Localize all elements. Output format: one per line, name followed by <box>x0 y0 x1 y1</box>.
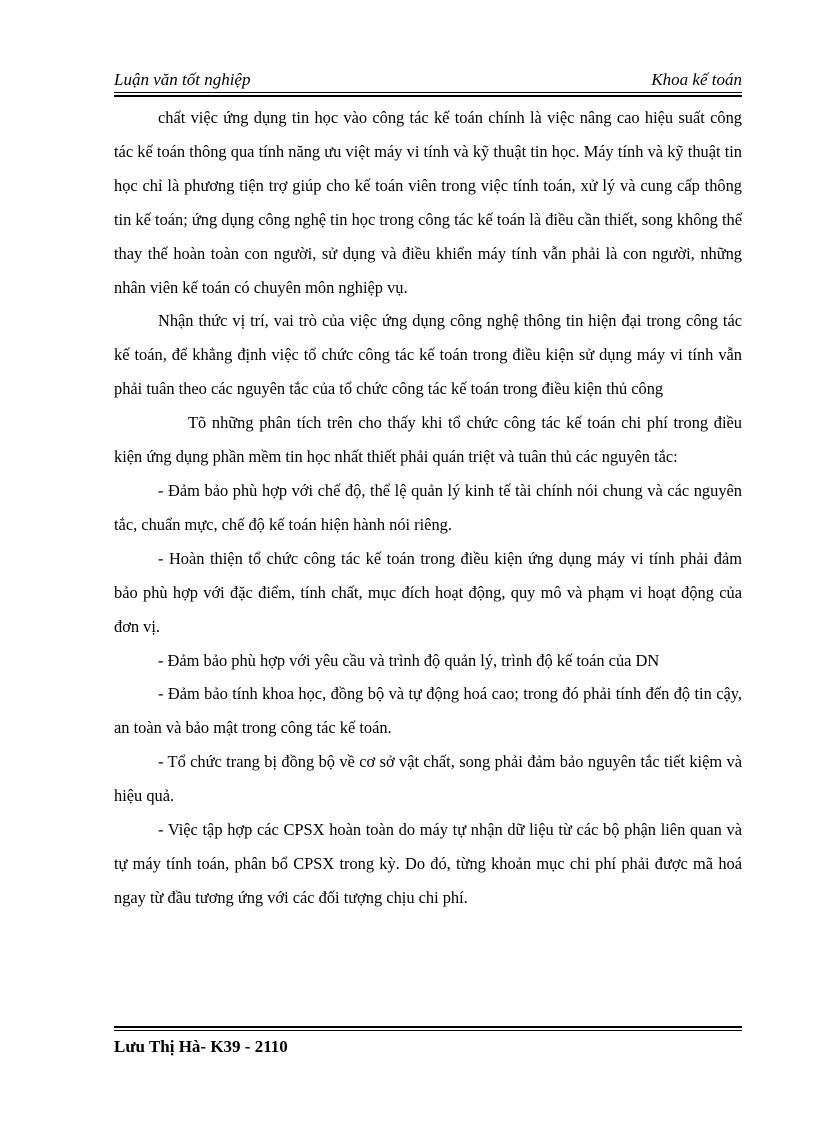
list-item-principle: - Đảm bảo phù hợp với chế độ, thể lệ quản lý kinh tế tài chính nói chung và các nguyên tắc, chuẩn mực, chế độ kế toán hiện hành nói riêng. <box>114 480 742 534</box>
footer-rule-thick <box>114 1026 742 1028</box>
list-item-principle: - Đảm bảo phù hợp với yêu cầu và trình độ quản lý, trình độ kế toán của DN <box>158 650 660 670</box>
header-thesis-title: Luận văn tốt nghiệp <box>114 70 251 89</box>
list-item-principle: - Tổ chức trang bị đồng bộ về cơ sở vật chất, song phải đảm bảo nguyên tắc tiết kiệm và hiệu quả. <box>114 752 742 806</box>
paragraph-intro: chất việc ứng dụng tin học vào công tác kế toán chính là việc nâng cao hiệu suất công tác kế toán thông qua tính năng ưu việt máy vi tính và kỹ thuật tin học. Máy tính và kỹ thuật tin học chỉ là phương tiện trợ giúp cho kế toán viên trong việc tính toán, xử lý và cung cấp thông tin kế toán; ứng dụng công nghệ tin học trong công tác kế toán là điều cần thiết, song không thể thay thế hoàn toàn con người, sử dụng và điều khiển máy tính vẫn phải là con người, những nhân viên kế toán có chuyên môn nghiệp vụ. <box>114 108 742 297</box>
page-header <box>114 70 742 94</box>
paragraph-awareness: Nhận thức vị trí, vai trò của việc ứng dụng công nghệ thông tin hiện đại trong công tác kế toán, để khẳng định việc tổ chức công tác kế toán trong điều kiện sử dụng máy vi tính vẫn phải tuân theo các nguyên tắc của tổ chức công tác kế toán trong điều kiện thủ công <box>114 311 742 399</box>
list-item-principle: - Hoàn thiện tổ chức công tác kế toán trong điều kiện ứng dụng máy vi tính phải đảm bảo phù hợp với đặc điểm, tính chất, mục đích hoạt động, quy mô và phạm vi hoạt động của đơn vị. <box>114 548 742 636</box>
paragraph-principles-intro: Tõ những phân tích trên cho thấy khi tổ chức công tác kế toán chi phí trong điều kiện ứng dụng phần mềm tin học nhất thiết phải quán triệt và tuân thủ các nguyên tắc: <box>114 413 742 467</box>
header-department: Khoa kế toán <box>651 70 742 89</box>
list-item-principle: - Việc tập hợp các CPSX hoàn toàn do máy tự nhận dữ liệu từ các bộ phận liên quan và tự máy tính toán, phân bổ CPSX trong kỳ. Do đó, từng khoản mục chi phí phải được mã hoá ngay từ đầu tương ứng với các đối tượng chịu chi phí. <box>114 820 742 907</box>
footer-author: Lưu Thị Hà- K39 - 2110 <box>114 1037 288 1056</box>
body-text <box>114 101 742 915</box>
header-rule-thin <box>114 92 742 93</box>
list-item-principle: - Đảm bảo tính khoa học, đồng bộ và tự động hoá cao; trong đó phải tính đến độ tin cậy, an toàn và bảo mật trong công tác kế toán. <box>114 684 742 738</box>
header-rule-thick <box>114 95 742 97</box>
footer-rule-thin <box>114 1030 742 1031</box>
